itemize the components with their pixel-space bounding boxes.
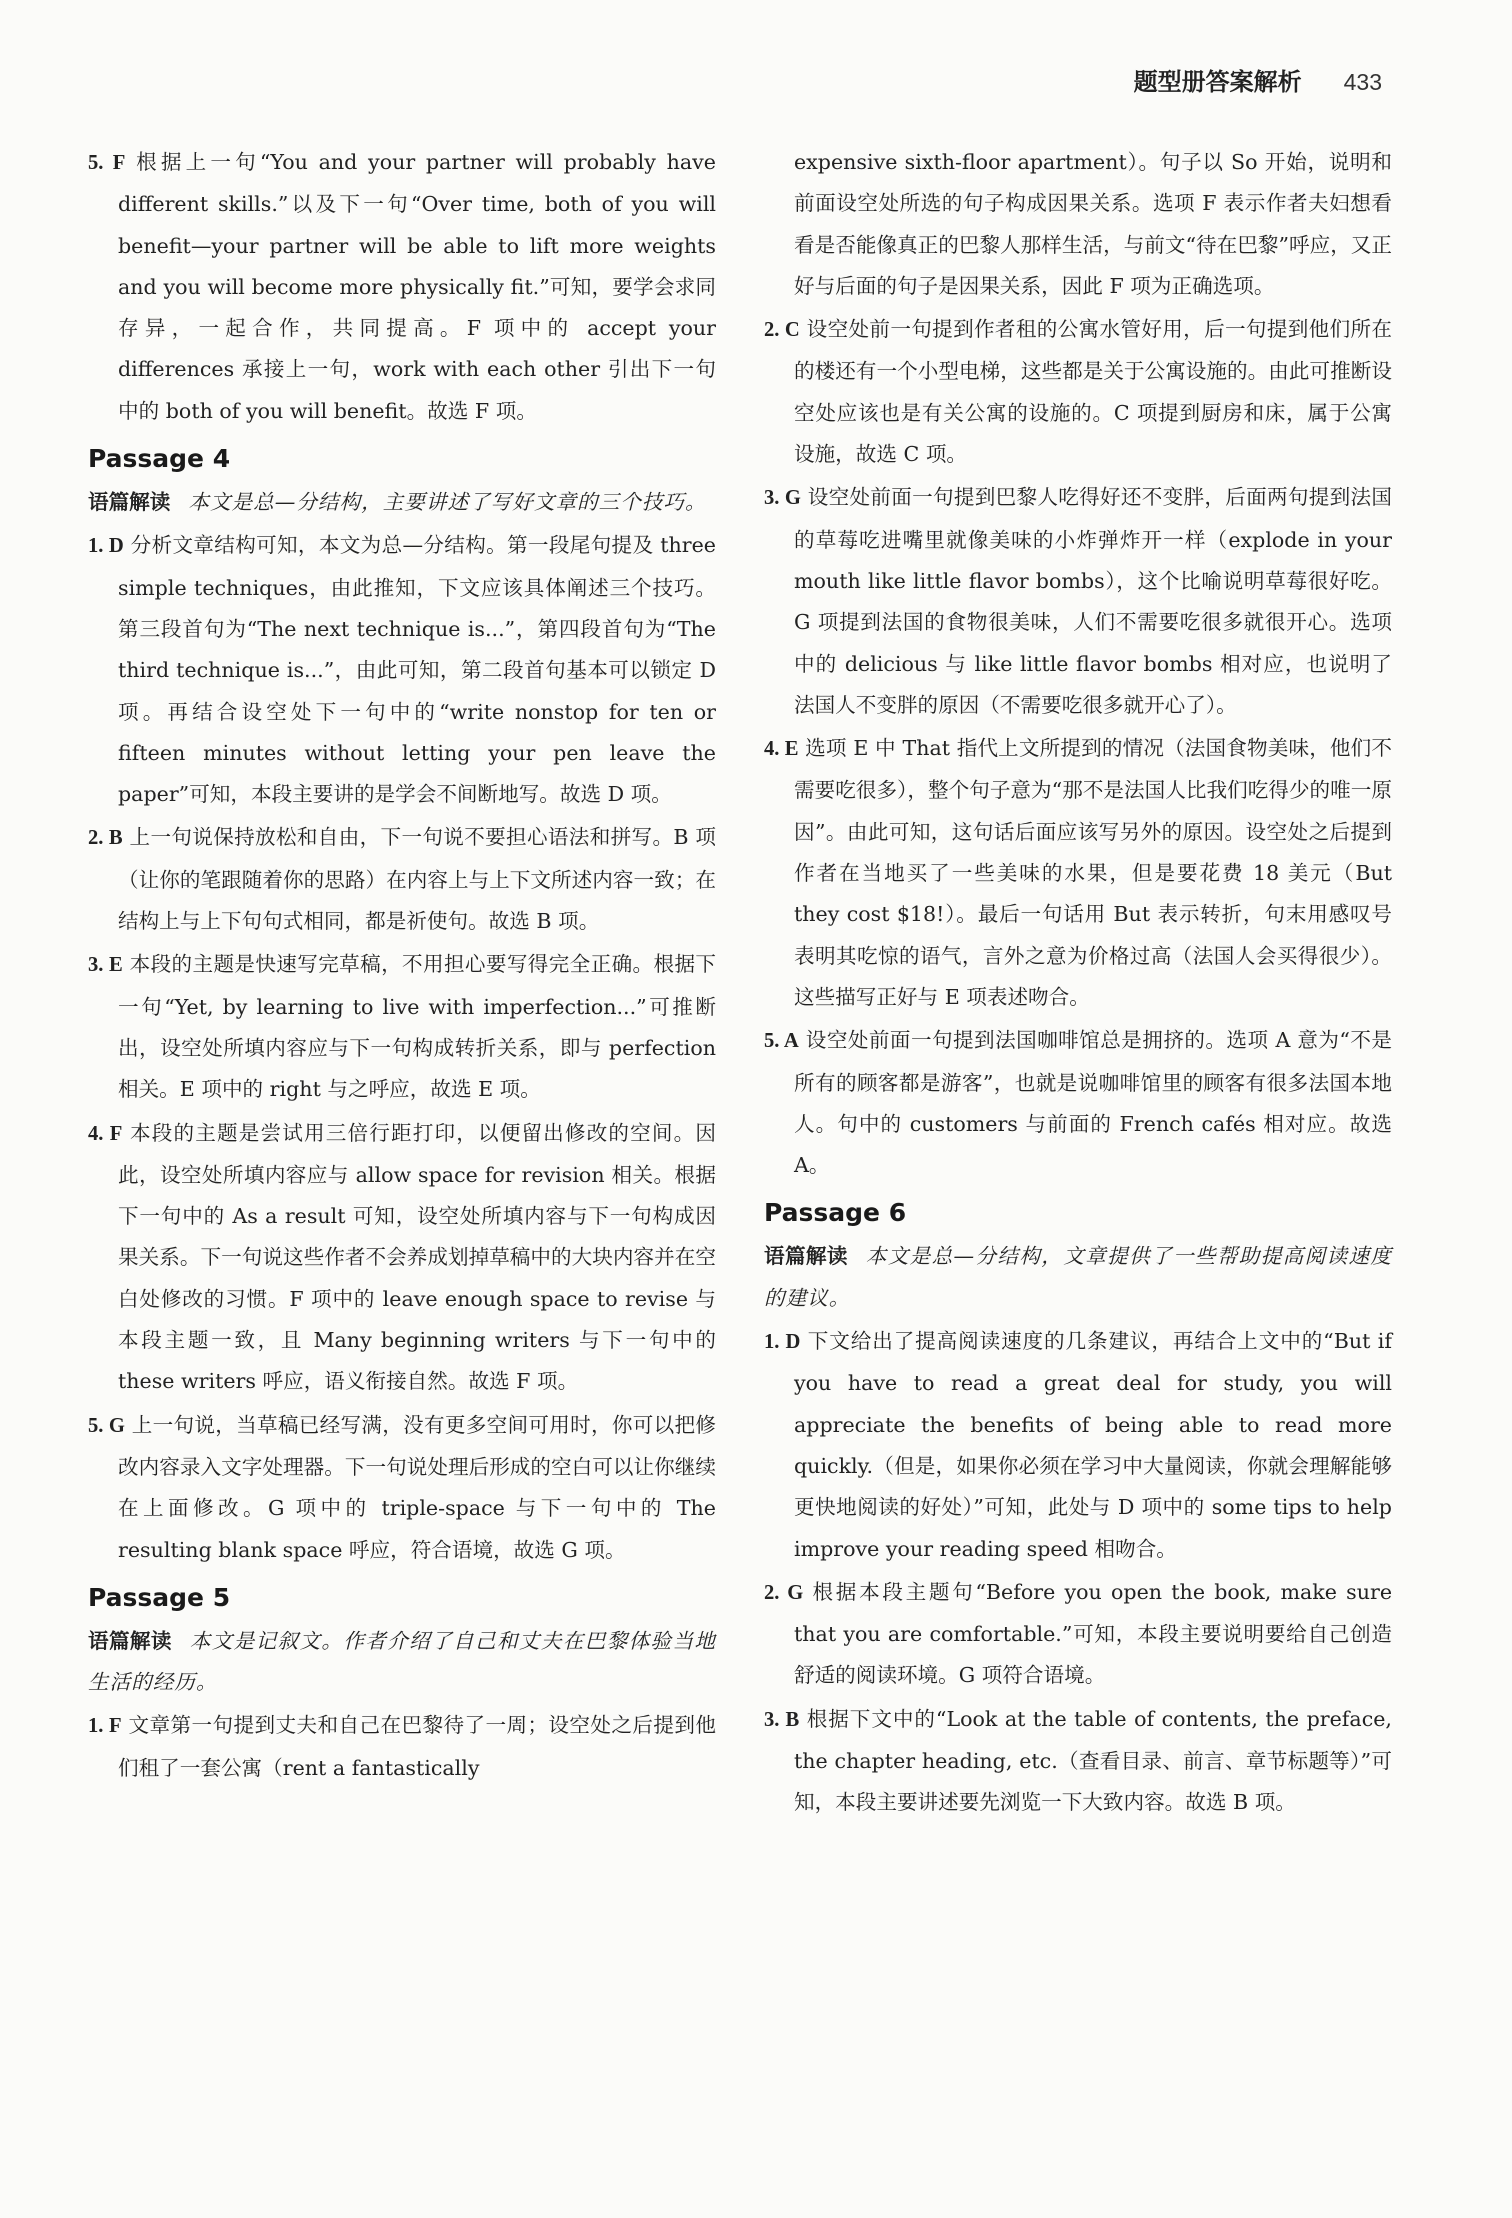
passage-intro: [88, 1621, 716, 1704]
answer-number: 1. D: [764, 1331, 801, 1354]
answer-item: [88, 944, 716, 1110]
answer-explanation: 根据本段主题句“Before you open the book, make sure that you are comfortable.”可知，本段主要说明要给自己创造舒适的阅读环境。G 项符合语境。: [794, 1579, 1393, 1688]
passage-heading: Passage 4: [88, 444, 231, 474]
answer-item: [764, 1020, 1392, 1186]
answer-item: [764, 309, 1392, 475]
answer-explanation: 下文给出了提高阅读速度的几条建议，再结合上文中的“But if you have to read a great deal for study, you will appreciate the benefits of being able to read more quickly.（但是，如果你必须在学习中大量阅读，你就会理解能够更快地阅读的好处）”可知，此处与 D 项中的 some tips to help improve your reading speed 相吻合。: [794, 1329, 1393, 1561]
answer-item: [764, 1699, 1392, 1824]
answer-explanation: 分析文章结构可知，本文为总—分结构。第一段尾句提及 three simple techniques，由此推知，下文应该具体阐述三个技巧。第三段首句为“The next technique is...”，第四段首句为“The third technique is...”，由此可知，第二段首句基本可以锁定 D 项。再结合设空处下一句中的“write nonstop for ten or fifteen minutes without letting your pen leave the paper”可知，本段主要讲的是学会不间断地写。故选 D 项。: [118, 533, 716, 807]
passage-intro: [764, 1236, 1392, 1319]
running-header-title: 题型册答案解析: [1133, 68, 1302, 96]
answer-item: [764, 477, 1392, 726]
answer-number: 3. G: [764, 487, 801, 510]
answer-item: [764, 1321, 1392, 1570]
answer-item: [88, 1405, 716, 1571]
answer-explanation: 本段的主题是快速写完草稿，不用担心要写得完全正确。根据下一句“Yet, by learning to live with imperfection...”可推断出，设空处所填内容应与下一句构成转折关系，即与 perfection 相关。E 项中的 right 与之呼应，故选 E 项。: [118, 952, 717, 1102]
answer-explanation: 设空处前一句提到作者租的公寓水管好用，后一句提到他们所在的楼还有一个小型电梯，这些都是关于公寓设施的。由此可推断设空处应该也是有关公寓的设施的。C 项提到厨房和床，属于公寓设施，故选 C 项。: [794, 317, 1393, 467]
answer-number: 4. F: [88, 1122, 123, 1145]
answer-number: 2. B: [88, 827, 123, 850]
answer-number: 3. B: [764, 1708, 800, 1731]
answer-number: 5. G: [88, 1414, 125, 1437]
answer-number: 5. A: [764, 1030, 799, 1053]
answer-explanation: 设空处前面一句提到法国咖啡馆总是拥挤的。选项 A 意为“不是所有的顾客都是游客”，也就是说咖啡馆里的顾客有很多法国本地人。句中的 customers 与前面的 French cafés 相对应。故选 A。: [794, 1028, 1393, 1178]
answer-explanation: 本段的主题是尝试用三倍行距打印，以便留出修改的空间。因此，设空处所填内容应与 allow space for revision 相关。根据下一句中的 As a result 可知，设空处所填内容与下一句构成因果关系。下一句说这些作者不会养成划掉草稿中的大块内容并在空白处修改的习惯。F 项中的 leave enough space to revise 与本段主题一致，且 Many beginning writers 与下一句中的 these writers 呼应，语义衔接自然。故选 F 项。: [118, 1120, 716, 1394]
answer-item: [88, 142, 716, 432]
answer-explanation: 根据上一句“You and your partner will probably have different skills.”以及下一句“Over time, both of you will benefit—your partner will be able to lift more weights and you will become more physically fit.”可知，要学会求同存异，一起合作，共同提高。F 项中的 accept your differences 承接上一句，work with each other 引出下一句中的 both of you will benefit。故选 F 项。: [118, 150, 716, 423]
answer-explanation-continued: expensive sixth-floor apartment）。句子以 So 开始，说明和前面设空处所选的句子构成因果关系。选项 F 表示作者夫妇想看看是否能像真正的巴黎人那样生活，与前文“待在巴黎”呼应，又正好与后面的句子是因果关系，因此 F 项为正确选项。: [794, 150, 1392, 298]
answer-number: 3. E: [88, 954, 123, 977]
intro-label: 语篇解读: [764, 1244, 848, 1269]
passage-intro: [88, 482, 716, 523]
answer-number: 2. G: [764, 1581, 804, 1604]
right-column: [764, 142, 1392, 1826]
answer-item: [88, 1705, 716, 1789]
running-header: [1134, 62, 1382, 97]
answer-explanation: 根据下文中的“Look at the table of contents, the preface, the chapter heading, etc.（查看目录、前言、章节标题等）”可知，本段主要讲述要先浏览一下大致内容。故选 B 项。: [794, 1706, 1392, 1815]
answer-explanation: 选项 E 中 That 指代上文所提到的情况（法国食物美味，他们不需要吃很多），整个句子意为“那不是法国人比我们吃得少的唯一原因”。由此可知，这句话后面应该写另外的原因。设空处之后提到作者在当地买了一些美味的水果，但是要花费 18 美元（But they cost $18!）。最后一句话用 But 表示转折，句末用感叹号表明其吃惊的语气，言外之意为价格过高（法国人会买得很少）。这些描写正好与 E 项表述吻合。: [794, 736, 1392, 1009]
answer-number: 5. F: [88, 152, 126, 174]
answer-item: [88, 1113, 716, 1403]
passage-heading: Passage 5: [88, 1582, 231, 1612]
intro-text: 本文是记叙文。作者介绍了自己和丈夫在巴黎体验当地生活的经历。: [88, 1628, 716, 1695]
answer-item: [88, 817, 716, 942]
answer-item: [764, 728, 1392, 1018]
answer-explanation: 上一句说保持放松和自由，下一句说不要担心语法和拼写。B 项（让你的笔跟随着你的思路）在内容上与上下文所述内容一致；在结构上与上下句句式相同，都是祈使句。故选 B 项。: [118, 825, 716, 934]
answer-explanation: 设空处前面一句提到巴黎人吃得好还不变胖，后面两句提到法国的草莓吃进嘴里就像美味的小炸弹炸开一样（explode in your mouth like little flavor bombs），这个比喻说明草莓很好吃。G 项提到法国的食物很美味，人们不需要吃很多就很开心。选项中的 delicious 与 like little flavor bombs 相对应，也说明了法国人不变胖的原因（不需要吃很多就开心了）。: [794, 485, 1393, 717]
intro-label: 语篇解读: [88, 1628, 172, 1653]
passage-heading: Passage 6: [764, 1198, 907, 1228]
answer-explanation: 文章第一句提到丈夫和自己在巴黎待了一周；设空处之后提到他们租了一套公寓（rent a fantastically: [118, 1713, 716, 1780]
intro-text: 本文是总—分结构，主要讲述了写好文章的三个技巧。: [188, 490, 707, 515]
page-number: 433: [1343, 69, 1382, 95]
intro-text: 本文是总—分结构，文章提供了一些帮助提高阅读速度的建议。: [764, 1244, 1392, 1310]
left-column: [88, 142, 716, 1791]
answer-number: 2. C: [764, 319, 800, 342]
answer-number: 4. E: [764, 738, 799, 761]
answer-number: 1. F: [88, 1715, 122, 1738]
answer-item: [764, 1572, 1392, 1697]
answer-explanation: 上一句说，当草稿已经写满，没有更多空间可用时，你可以把修改内容录入文字处理器。下一句说处理后形成的空白可以让你继续在上面修改。G 项中的 triple-space 与下一句中的 The resulting blank space 呼应，符合语境，故选 G 项。: [118, 1412, 717, 1562]
answer-item: [88, 525, 716, 815]
intro-label: 语篇解读: [88, 490, 171, 515]
answer-number: 1. D: [88, 535, 124, 558]
